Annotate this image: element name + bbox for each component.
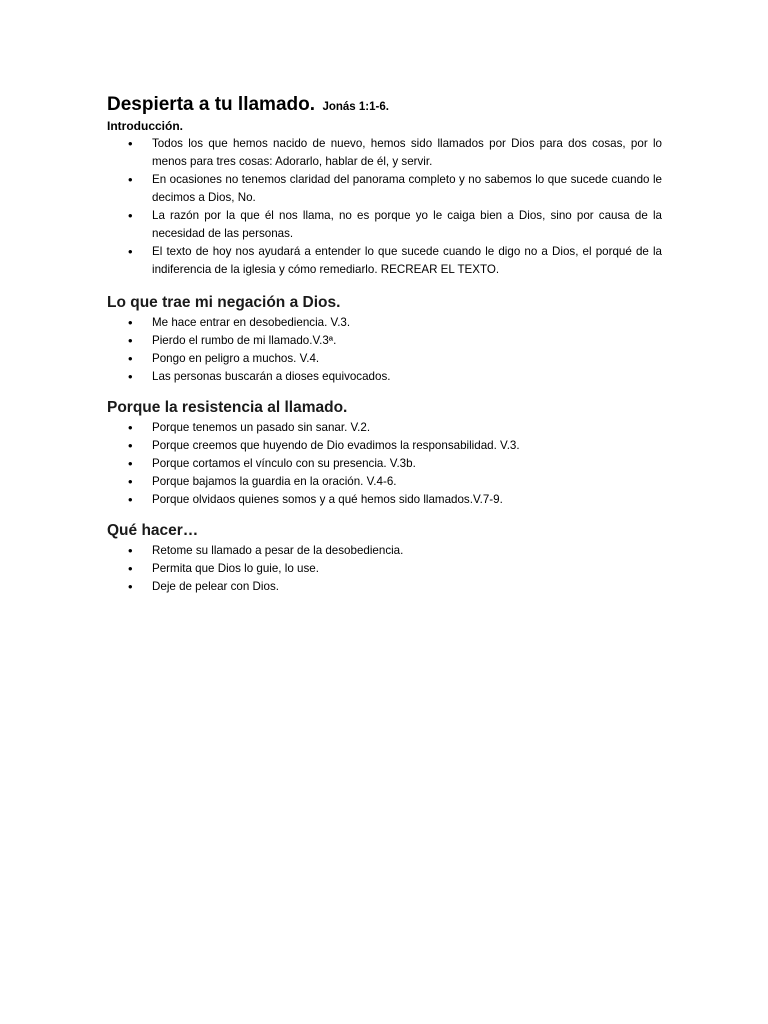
list-item-text: Permita que Dios lo guie, lo use. [152, 562, 319, 575]
bullet-icon: • [128, 543, 133, 558]
list-item-text: Me hace entrar en desobediencia. V.3. [152, 316, 351, 329]
list-item [107, 455, 662, 473]
title-line [107, 93, 662, 117]
bullet-icon: • [128, 333, 133, 348]
bullet-icon: • [128, 492, 133, 507]
bullet-icon: • [128, 579, 133, 594]
list-item [107, 542, 662, 560]
document-title: Despierta a tu llamado. [107, 94, 316, 115]
list-item-text: Todos los que hemos nacido de nuevo, hemos sido llamados por Dios para dos cosas, por lo menos para tres cosas: Adorarlo, hablar de él, y servir. [152, 137, 662, 168]
list-item [107, 491, 662, 509]
list-item [107, 314, 662, 332]
section-heading-resistencia: Porque la resistencia al llamado. [107, 399, 348, 416]
list-item [107, 171, 662, 207]
list-item [107, 419, 662, 437]
list-item-text: Porque tenemos un pasado sin sanar. V.2. [152, 421, 371, 434]
bullet-icon: • [128, 420, 133, 435]
list-item-text: Porque olvidaos quienes somos y a qué hemos sido llamados.V.7-9. [152, 493, 503, 506]
bullet-icon: • [128, 561, 133, 576]
section-heading-que-hacer: Qué hacer… [107, 522, 199, 539]
list-item [107, 578, 662, 596]
que-hacer-list [107, 542, 662, 596]
bullet-icon: • [128, 456, 133, 471]
bullet-icon: • [128, 136, 133, 151]
scripture-reference: Jonás 1:1-6. [322, 101, 389, 113]
bullet-icon: • [128, 438, 133, 453]
list-item-text: Pierdo el rumbo de mi llamado.V.3ª. [152, 334, 337, 347]
list-item [107, 560, 662, 578]
bullet-icon: • [128, 172, 133, 187]
list-item-text: Porque creemos que huyendo de Dio evadimos la responsabilidad. V.3. [152, 439, 520, 452]
list-item [107, 437, 662, 455]
list-item-text: Porque bajamos la guardia en la oración. V.4-6. [152, 475, 397, 488]
list-item [107, 135, 662, 171]
list-item-text: El texto de hoy nos ayudará a entender lo que sucede cuando le digo no a Dios, el porqué de la indiferencia de la iglesia y cómo remediarlo. RECREAR EL TEXTO. [152, 245, 662, 276]
list-item [107, 350, 662, 368]
bullet-icon: • [128, 351, 133, 366]
list-item-text: Porque cortamos el vínculo con su presencia. V.3b. [152, 457, 416, 470]
resistencia-list [107, 419, 662, 509]
list-item [107, 368, 662, 386]
list-item-text: En ocasiones no tenemos claridad del panorama completo y no sabemos lo que sucede cuando le decimos a Dios, No. [152, 173, 662, 204]
document-page [107, 93, 662, 596]
list-item-text: Retome su llamado a pesar de la desobediencia. [152, 544, 404, 557]
list-item-text: Las personas buscarán a dioses equivocados. [152, 370, 391, 383]
list-item [107, 243, 662, 279]
list-item [107, 332, 662, 350]
list-item [107, 473, 662, 491]
negacion-list [107, 314, 662, 386]
bullet-icon: • [128, 474, 133, 489]
bullet-icon: • [128, 369, 133, 384]
list-item [107, 207, 662, 243]
bullet-icon: • [128, 315, 133, 330]
list-item-text: La razón por la que él nos llama, no es porque yo le caiga bien a Dios, sino por causa de la necesidad de las personas. [152, 209, 662, 240]
section-heading-negacion: Lo que trae mi negación a Dios. [107, 294, 341, 311]
list-item-text: Pongo en peligro a muchos. V.4. [152, 352, 320, 365]
bullet-icon: • [128, 244, 133, 259]
bullet-icon: • [128, 208, 133, 223]
intro-label: Introducción. [107, 119, 183, 133]
intro-list [107, 135, 662, 279]
list-item-text: Deje de pelear con Dios. [152, 580, 279, 593]
